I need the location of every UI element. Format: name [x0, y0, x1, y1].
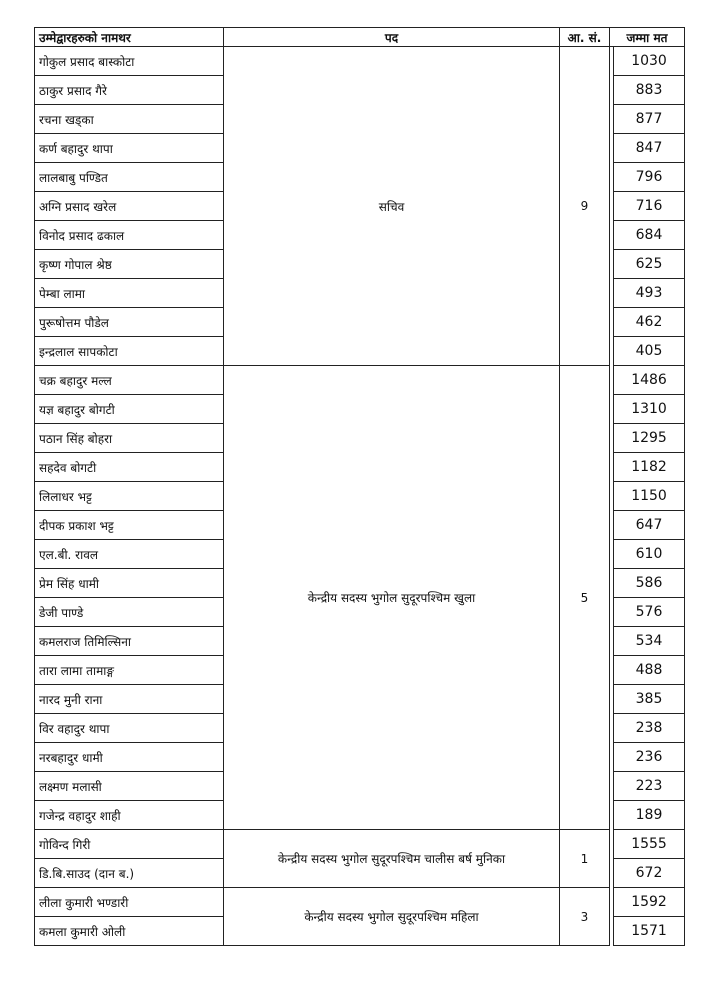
candidate-name: पुरूषोत्तम पौडेल	[35, 308, 224, 337]
vote-count: 488	[614, 656, 685, 685]
vote-count: 462	[614, 308, 685, 337]
vote-count: 534	[614, 627, 685, 656]
candidate-name: कमला कुमारी ओली	[35, 917, 224, 946]
election-results-table	[34, 27, 685, 946]
candidate-name: लीला कुमारी भण्डारी	[35, 888, 224, 917]
candidate-name: तारा लामा तामाङ्ग	[35, 656, 224, 685]
seat-count: 9	[560, 47, 610, 366]
candidate-name: डि.बि.साउद (दान ब.)	[35, 859, 224, 888]
candidate-name: लालबाबु पण्डित	[35, 163, 224, 192]
vote-count: 576	[614, 598, 685, 627]
candidate-name: प्रेम सिंह धामी	[35, 569, 224, 598]
vote-count: 1310	[614, 395, 685, 424]
candidate-name: चक्र बहादुर मल्ल	[35, 366, 224, 395]
header-post: पद	[224, 28, 560, 47]
candidate-name: रचना खड्का	[35, 105, 224, 134]
header-seats: आ. सं.	[560, 28, 610, 47]
vote-count: 684	[614, 221, 685, 250]
vote-count: 1295	[614, 424, 685, 453]
post-title	[224, 888, 560, 946]
candidate-name: डेजी पाण्डे	[35, 598, 224, 627]
candidate-name: गजेन्द्र वहादुर शाही	[35, 801, 224, 830]
table-row	[35, 830, 685, 859]
post-label: केन्द्रीय सदस्य भुगोल सुदूरपश्चिम महिला	[304, 910, 479, 924]
results-body	[35, 47, 685, 946]
candidate-name: कमलराज तिमिल्सिना	[35, 627, 224, 656]
candidate-name: कर्ण बहादुर थापा	[35, 134, 224, 163]
header-row	[35, 28, 685, 47]
table-row	[35, 47, 685, 76]
candidate-name: सहदेव बोगटी	[35, 453, 224, 482]
seat-count: 1	[560, 830, 610, 888]
vote-count: 236	[614, 743, 685, 772]
vote-count: 847	[614, 134, 685, 163]
candidate-name: नरबहादुर धामी	[35, 743, 224, 772]
vote-count: 796	[614, 163, 685, 192]
candidate-name: विनोद प्रसाद ढकाल	[35, 221, 224, 250]
header-votes: जम्मा मत	[610, 28, 685, 47]
table-row	[35, 888, 685, 917]
post-title	[224, 47, 560, 366]
candidate-name: पेम्बा लामा	[35, 279, 224, 308]
vote-count: 385	[614, 685, 685, 714]
candidate-name: गोविन्द गिरी	[35, 830, 224, 859]
vote-count: 1571	[614, 917, 685, 946]
vote-count: 1030	[614, 47, 685, 76]
candidate-name: कृष्ण गोपाल श्रेष्ठ	[35, 250, 224, 279]
vote-count: 1555	[614, 830, 685, 859]
vote-count: 223	[614, 772, 685, 801]
vote-count: 189	[614, 801, 685, 830]
vote-count: 586	[614, 569, 685, 598]
vote-count: 672	[614, 859, 685, 888]
post-label: केन्द्रीय सदस्य भुगोल सुदूरपश्चिम चालीस बर्ष मुनिका	[277, 852, 506, 866]
post-label: सचिव	[378, 199, 405, 214]
post-label: केन्द्रीय सदस्य भुगोल सुदूरपश्चिम खुला	[307, 591, 476, 605]
candidate-name: अग्नि प्रसाद खरेल	[35, 192, 224, 221]
candidate-name: विर वहादुर थापा	[35, 714, 224, 743]
post-title	[224, 830, 560, 888]
candidate-name: दीपक प्रकाश भट्ट	[35, 511, 224, 540]
candidate-name: लक्ष्मण मलासी	[35, 772, 224, 801]
vote-count: 1486	[614, 366, 685, 395]
candidate-name: नारद मुनी राना	[35, 685, 224, 714]
table-row	[35, 366, 685, 395]
header-name: उम्मेद्वारहरुको नामथर	[35, 28, 224, 47]
vote-count: 1150	[614, 482, 685, 511]
candidate-name: इन्द्रलाल सापकोटा	[35, 337, 224, 366]
vote-count: 625	[614, 250, 685, 279]
vote-count: 610	[614, 540, 685, 569]
post-title	[224, 366, 560, 830]
vote-count: 716	[614, 192, 685, 221]
candidate-name: ठाकुर प्रसाद गैरे	[35, 76, 224, 105]
candidate-name: लिलाधर भट्ट	[35, 482, 224, 511]
candidate-name: पठान सिंह बोहरा	[35, 424, 224, 453]
vote-count: 1592	[614, 888, 685, 917]
seat-count: 3	[560, 888, 610, 946]
candidate-name: यज्ञ बहादुर बोगटी	[35, 395, 224, 424]
vote-count: 877	[614, 105, 685, 134]
vote-count: 647	[614, 511, 685, 540]
seat-count: 5	[560, 366, 610, 830]
vote-count: 238	[614, 714, 685, 743]
vote-count: 883	[614, 76, 685, 105]
vote-count: 405	[614, 337, 685, 366]
candidate-name: एल.बी. रावल	[35, 540, 224, 569]
vote-count: 493	[614, 279, 685, 308]
vote-count: 1182	[614, 453, 685, 482]
candidate-name: गोकुल प्रसाद बास्कोटा	[35, 47, 224, 76]
